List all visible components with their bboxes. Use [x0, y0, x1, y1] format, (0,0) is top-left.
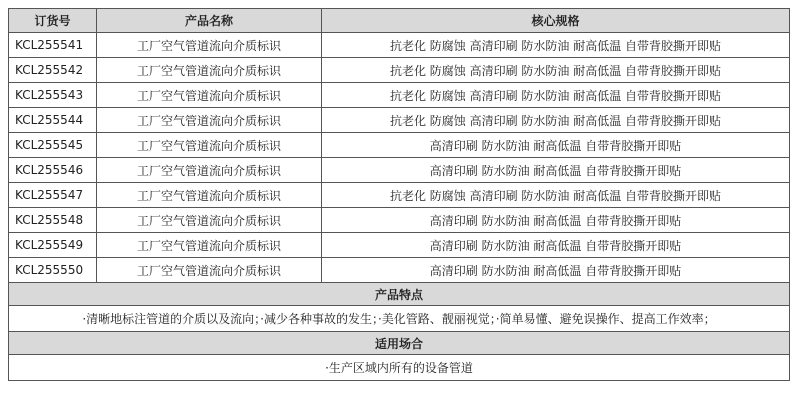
table-row	[9, 208, 790, 233]
order-number-cell: KCL255541	[9, 33, 97, 58]
order-number-cell: KCL255546	[9, 158, 97, 183]
table-row	[9, 233, 790, 258]
applications-heading-row	[9, 332, 790, 355]
order-number-cell: KCL255542	[9, 58, 97, 83]
features-heading: 产品特点	[9, 283, 790, 306]
core-spec-cell: 高清印刷 防水防油 耐高低温 自带背胶撕开即贴	[322, 258, 790, 283]
order-number-cell: KCL255548	[9, 208, 97, 233]
product-name-cell: 工厂空气管道流向介质标识	[97, 208, 322, 233]
order-number-cell: KCL255545	[9, 133, 97, 158]
applications-heading: 适用场合	[9, 332, 790, 355]
core-spec-cell: 高清印刷 防水防油 耐高低温 自带背胶撕开即贴	[322, 208, 790, 233]
core-spec-cell: 抗老化 防腐蚀 高清印刷 防水防油 耐高低温 自带背胶撕开即贴	[322, 33, 790, 58]
core-spec-cell: 高清印刷 防水防油 耐高低温 自带背胶撕开即贴	[322, 233, 790, 258]
applications-body-row	[9, 355, 790, 381]
table-row	[9, 33, 790, 58]
applications-text: ·生产区域内所有的设备管道	[9, 355, 790, 381]
table-row	[9, 258, 790, 283]
table-header-row	[9, 9, 790, 33]
product-name-cell: 工厂空气管道流向介质标识	[97, 133, 322, 158]
table-row	[9, 133, 790, 158]
product-name-cell: 工厂空气管道流向介质标识	[97, 258, 322, 283]
table-row	[9, 183, 790, 208]
table-row	[9, 58, 790, 83]
header-core-spec: 核心规格	[322, 9, 790, 33]
core-spec-cell: 抗老化 防腐蚀 高清印刷 防水防油 耐高低温 自带背胶撕开即贴	[322, 183, 790, 208]
core-spec-cell: 高清印刷 防水防油 耐高低温 自带背胶撕开即贴	[322, 133, 790, 158]
core-spec-cell: 抗老化 防腐蚀 高清印刷 防水防油 耐高低温 自带背胶撕开即贴	[322, 58, 790, 83]
order-number-cell: KCL255543	[9, 83, 97, 108]
features-text: ·清晰地标注管道的介质以及流向；·减少各种事故的发生；·美化管路、靓丽视觉；·简单易懂、避免误操作、提高工作效率；	[9, 306, 790, 332]
product-name-cell: 工厂空气管道流向介质标识	[97, 108, 322, 133]
core-spec-cell: 抗老化 防腐蚀 高清印刷 防水防油 耐高低温 自带背胶撕开即贴	[322, 108, 790, 133]
table-row	[9, 158, 790, 183]
order-number-cell: KCL255544	[9, 108, 97, 133]
product-name-cell: 工厂空气管道流向介质标识	[97, 83, 322, 108]
core-spec-cell: 抗老化 防腐蚀 高清印刷 防水防油 耐高低温 自带背胶撕开即贴	[322, 83, 790, 108]
header-product-name: 产品名称	[97, 9, 322, 33]
table-row	[9, 83, 790, 108]
core-spec-cell: 高清印刷 防水防油 耐高低温 自带背胶撕开即贴	[322, 158, 790, 183]
order-number-cell: KCL255549	[9, 233, 97, 258]
product-name-cell: 工厂空气管道流向介质标识	[97, 33, 322, 58]
product-spec-table	[8, 8, 790, 381]
product-name-cell: 工厂空气管道流向介质标识	[97, 183, 322, 208]
product-name-cell: 工厂空气管道流向介质标识	[97, 58, 322, 83]
order-number-cell: KCL255547	[9, 183, 97, 208]
order-number-cell: KCL255550	[9, 258, 97, 283]
features-body-row	[9, 306, 790, 332]
product-name-cell: 工厂空气管道流向介质标识	[97, 233, 322, 258]
header-order-number: 订货号	[9, 9, 97, 33]
features-heading-row	[9, 283, 790, 306]
table-row	[9, 108, 790, 133]
product-name-cell: 工厂空气管道流向介质标识	[97, 158, 322, 183]
